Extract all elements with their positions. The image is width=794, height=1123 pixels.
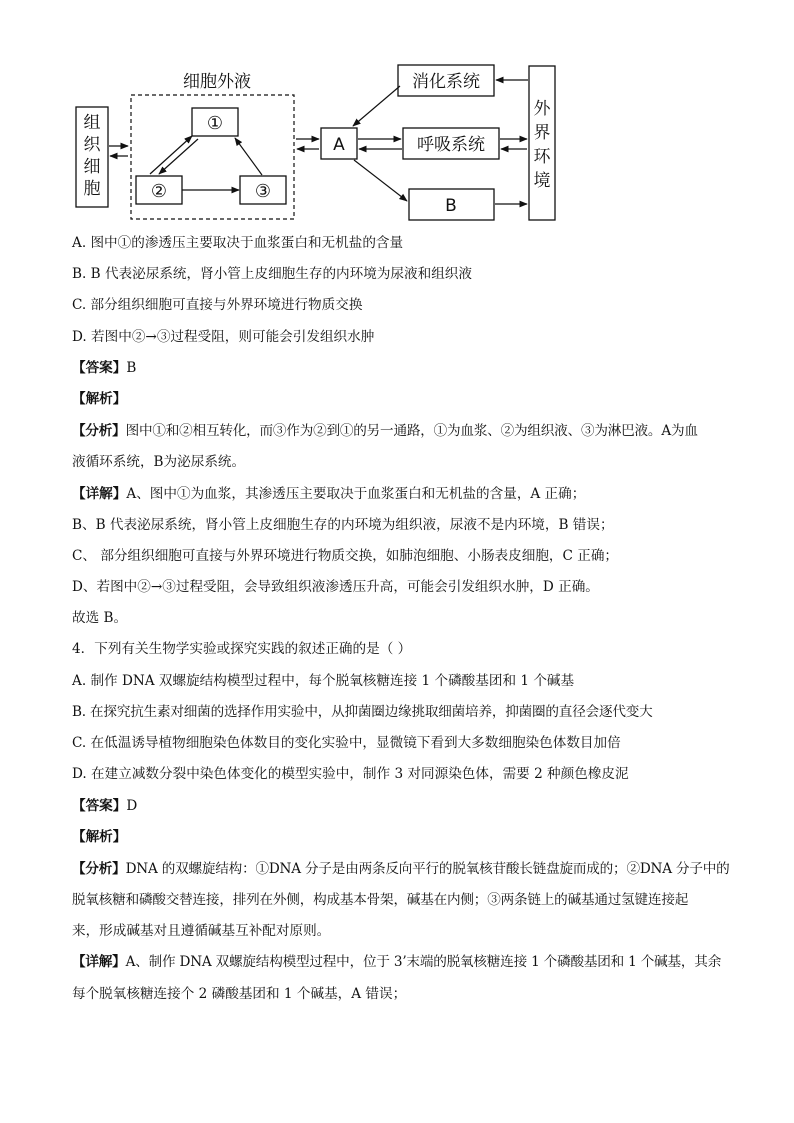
analysis-text: 图中①和②相互转化，而③作为②到①的另一通路，①为血浆、②为组织液、③为淋巴液。A为血 — [125, 423, 698, 439]
q3-detail-line-3: C、 部分组织细胞可直接与外界环境进行物质交换，如肺泡细胞、小肠表皮细胞，C 正确； — [72, 548, 619, 564]
q3-detail-line-1 — [72, 485, 585, 503]
arrow-2-to-1 — [150, 136, 192, 174]
arrow-1-to-2 — [159, 139, 198, 174]
node-B-label: B — [445, 196, 457, 216]
arrow-3-to-1 — [235, 138, 262, 175]
arrow-A-to-B — [354, 160, 407, 201]
external-char-3: 环 — [533, 147, 551, 167]
analysis-tag: 【分析】 — [72, 423, 126, 439]
tissue-cell-char-3: 细 — [83, 157, 101, 177]
respiratory-system-label: 呼吸系统 — [417, 135, 485, 155]
external-char-1: 外 — [533, 99, 551, 119]
body-fluid-diagram — [70, 62, 560, 232]
q4-stem: 4．下列有关生物学实验或探究实践的叙述正确的是（ ） — [72, 641, 412, 657]
q4-detail-line-1 — [72, 953, 721, 971]
external-char-2: 界 — [533, 123, 551, 143]
q3-option-d: D. 若图中②→③过程受阻，则可能会引发组织水肿 — [72, 329, 375, 345]
q4-option-b: B. 在探究抗生素对细菌的选择作用实验中，从抑菌圈边缘挑取细菌培养，抑菌圈的直径会逐代变大 — [72, 704, 653, 720]
digestive-system-label: 消化系统 — [412, 72, 480, 92]
q3-analysis-heading: 【解析】 — [72, 391, 127, 407]
detail-tag: 【详解】 — [72, 486, 127, 502]
q4-option-c: C. 在低温诱导植物细胞染色体数目的变化实验中，显微镜下看到大多数细胞染色体数目加倍 — [72, 735, 621, 751]
q3-option-c: C. 部分组织细胞可直接与外界环境进行物质交换 — [72, 297, 363, 313]
node-3-label: ③ — [254, 181, 272, 202]
q3-detail-line-4: D、若图中②→③过程受阻，会导致组织液渗透压升高，可能会引发组织水肿，D 正确。 — [72, 579, 599, 595]
tissue-cell-char-2: 织 — [83, 135, 101, 155]
q4-option-d: D. 在建立减数分裂中染色体变化的模型实验中，制作 3 对同源染色体，需要 2 种颜色橡皮泥 — [72, 766, 629, 782]
arrow-digestive-to-A — [353, 86, 400, 126]
node-1-label: ① — [206, 113, 224, 134]
detail-text: A、制作 DNA 双螺旋结构模型过程中，位于 3’末端的脱氧核糖连接 1 个磷酸基团和 1 个碱基，其余 — [125, 954, 722, 970]
q4-analysis-line-1 — [72, 860, 730, 878]
q3-analysis-line-1 — [72, 422, 698, 440]
external-environment-box — [529, 66, 555, 220]
answer-value: B — [126, 360, 137, 376]
detail-tag: 【详解】 — [72, 954, 126, 970]
q3-analysis-line-2: 液循环系统，B为泌尿系统。 — [72, 454, 246, 470]
tissue-cell-char-4: 胞 — [83, 179, 101, 199]
node-2-label: ② — [150, 181, 168, 202]
analysis-tag: 【分析】 — [72, 861, 126, 877]
q4-analysis-line-2: 脱氧核糖和磷酸交替连接，排列在外侧，构成基本骨架，碱基在内侧；③两条链上的碱基通过氢键连接起 — [72, 892, 689, 908]
answer-tag: 【答案】 — [72, 360, 127, 376]
tissue-cell-char-1: 组 — [83, 113, 101, 133]
q3-option-b: B. B 代表泌尿系统，肾小管上皮细胞生存的内环境为尿液和组织液 — [72, 266, 472, 282]
external-char-4: 境 — [533, 171, 551, 191]
q3-conclusion: 故选 B。 — [72, 610, 128, 626]
analysis-text: DNA 的双螺旋结构：①DNA 分子是由两条反向平行的脱氧核苷酸长链盘旋而成的；②DNA 分子中的 — [125, 861, 730, 877]
q4-answer — [72, 797, 137, 815]
q4-analysis-heading: 【解析】 — [72, 829, 127, 845]
extracellular-fluid-label: 细胞外液 — [183, 72, 251, 92]
q4-analysis-line-3: 来，形成碱基对且遵循碱基互补配对原则。 — [72, 923, 331, 939]
answer-tag: 【答案】 — [72, 798, 127, 814]
q4-detail-line-2: 每个脱氧核糖连接个 2 磷酸基团和 1 个碱基，A 错误； — [72, 986, 407, 1002]
q3-option-a: A. 图中①的渗透压主要取决于血浆蛋白和无机盐的含量 — [72, 235, 404, 251]
node-A-label: A — [333, 135, 345, 155]
detail-text: A、图中①为血浆，其渗透压主要取决于血浆蛋白和无机盐的含量，A 正确； — [126, 486, 586, 502]
q4-option-a: A. 制作 DNA 双螺旋结构模型过程中，每个脱氧核糖连接 1 个磷酸基团和 1 个碱基 — [72, 673, 575, 689]
answer-value: D — [126, 798, 138, 814]
q3-detail-line-2: B、B 代表泌尿系统，肾小管上皮细胞生存的内环境为组织液，尿液不是内环境，B 错误； — [72, 517, 614, 533]
q3-answer — [72, 359, 136, 377]
